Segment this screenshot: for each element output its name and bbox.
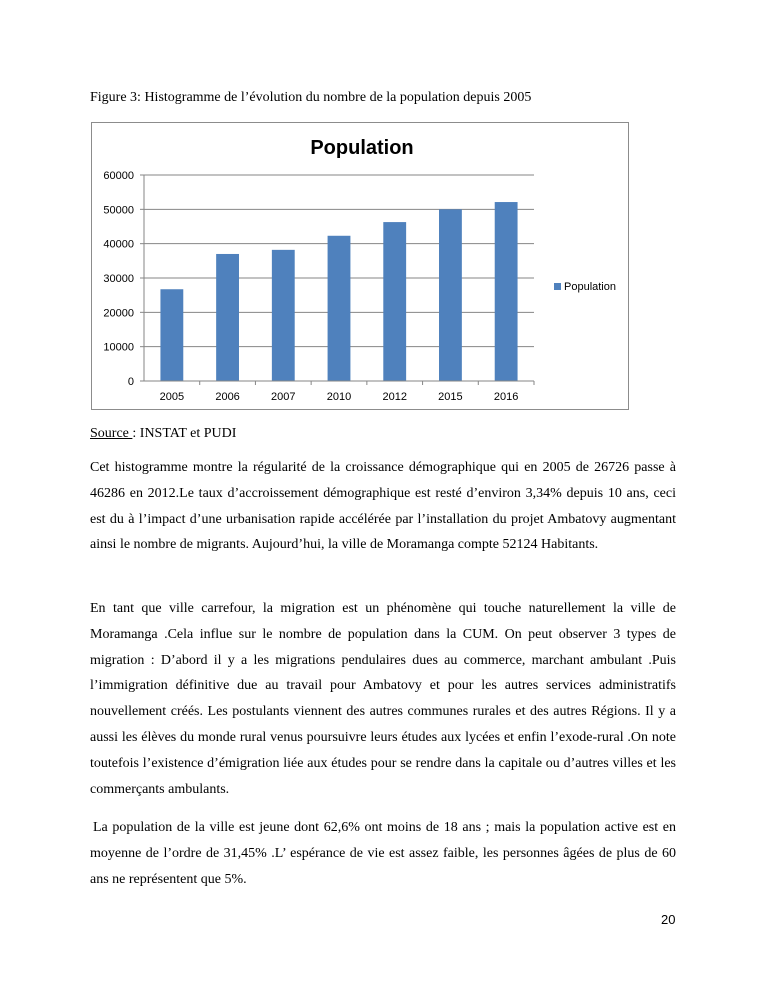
paragraph-2: En tant que ville carrefour, la migration est un phénomène qui touche naturellement la ville de Moramanga .Cela influe sur le nombre de population dans la CUM. On peut observer 3 types de migration : D’abord il y a les migrations pendulaires dues au commerce, marchant ambulant .Puis l’immigration définitive due au travail pour Ambatovy et pour les autres services administratifs nouvellement créés. Les postulants viennent des autres communes rurales et des autres Régions. Il y a aussi les élèves du monde rural venus poursuivre leurs études aux lycées et enfin l’exode-rural .On note toutefois l’existence d’émigration liée aux études pour se rendre dans la capitale ou d’autres villes et les commerçants ambulants. xyxy=(90,601,676,797)
chart-title: Population xyxy=(310,137,414,159)
legend-swatch xyxy=(554,283,561,290)
x-tick-label: 2015 xyxy=(438,391,463,403)
population-chart xyxy=(91,122,629,410)
chart-legend xyxy=(554,281,616,293)
bar-2016 xyxy=(495,202,518,381)
source-line xyxy=(90,426,236,442)
y-tick-label: 20000 xyxy=(103,307,134,320)
y-tick-label: 0 xyxy=(127,376,134,388)
bar-2010 xyxy=(328,236,351,381)
x-tick-label: 2005 xyxy=(159,391,185,403)
bar-2015 xyxy=(439,209,462,381)
x-tick-label: 2007 xyxy=(271,391,296,403)
paragraph-3: La population de la ville est jeune dont 62,6% ont moins de 18 ans ; mais la population active est en moyenne de l’ordre de 31,45% .L’ espérance de vie est assez faible, les personnes âgées de plus de 60 ans ne représentent que 5%. xyxy=(90,820,676,887)
x-tick-label: 2010 xyxy=(326,391,352,403)
y-tick-label: 10000 xyxy=(103,341,134,354)
legend-label: Population xyxy=(564,281,616,293)
y-tick-label: 40000 xyxy=(103,238,134,251)
page-number: 20 xyxy=(661,912,676,927)
bar-2006 xyxy=(216,254,239,381)
paragraph-1: Cet histogramme montre la régularité de la croissance démographique qui en 2005 de 26726 passe à 46286 en 2012.Le taux d’accroissement démographique est resté d’environ 3,34% depuis 10 ans, ceci est du à l’impact d’une urbanisation rapide accélérée par l’installation du projet Ambatovy augmentant ainsi le nombre de migrants. Aujourd’hui, la ville de Moramanga compte 52124 Habitants. xyxy=(90,460,676,553)
x-tick-label: 2006 xyxy=(215,391,240,403)
chart-canvas xyxy=(92,123,630,411)
source-text: : INSTAT et PUDI xyxy=(132,426,237,441)
x-tick-label: 2016 xyxy=(493,391,519,403)
y-tick-label: 50000 xyxy=(103,204,134,217)
figure-caption: Figure 3: Histogramme de l’évolution du nombre de la population depuis 2005 xyxy=(90,90,532,105)
y-tick-label: 30000 xyxy=(103,273,134,285)
source-label: Source xyxy=(90,426,133,441)
bar-series xyxy=(160,202,517,381)
bar-2007 xyxy=(272,250,295,381)
x-tick-label: 2012 xyxy=(382,391,407,403)
y-tick-label: 60000 xyxy=(103,170,134,182)
bar-2012 xyxy=(383,222,406,381)
bar-2005 xyxy=(160,289,183,381)
